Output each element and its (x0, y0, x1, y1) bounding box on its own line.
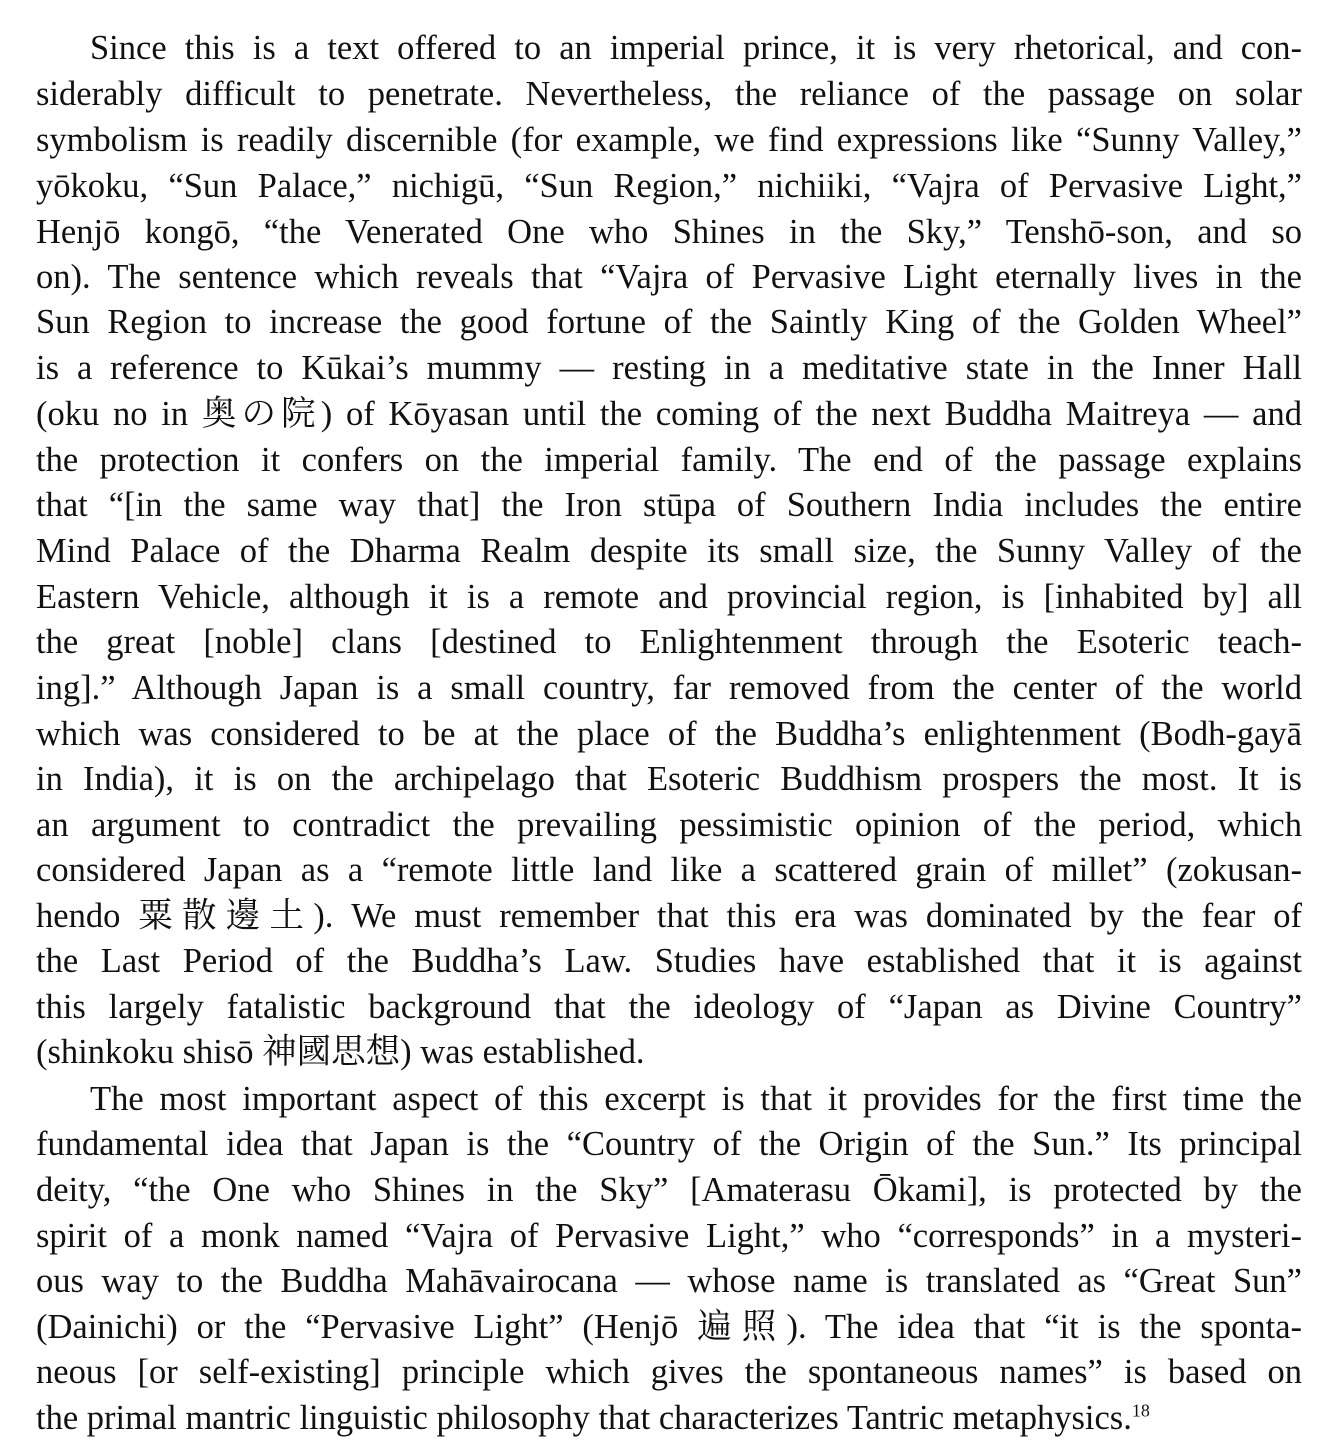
text-line: (shinkoku shisō 神國思想) was established. (36, 1033, 645, 1071)
text-line: Eastern Vehicle, although it is a remote and provincial region, is [inhabited by] all (36, 578, 1302, 616)
text-line: (oku no in 奥の院) of Kōyasan until the coming of the next Buddha Maitreya — and (36, 395, 1302, 433)
text-line: deity, “the One who Shines in the Sky” [Amaterasu Ōkami], is protected by the (36, 1171, 1302, 1209)
text-line: Sun Region to increase the good fortune of the Saintly King of the Golden Wheel” (36, 303, 1302, 341)
text-line: is a reference to Kūkai’s mummy — resting in a meditative state in the Inner Hall (36, 349, 1302, 387)
text-line: ing].” Although Japan is a small country, far removed from the center of the world (36, 669, 1302, 707)
text-line-last (36, 1396, 1302, 1440)
text-line: which was considered to be at the place of the Buddha’s enlightenment (Bodh-gayā (36, 715, 1302, 753)
text-line: on). The sentence which reveals that “Vajra of Pervasive Light eternally lives in the (36, 258, 1302, 296)
text-line: an argument to contradict the prevailing pessimistic opinion of the period, which (36, 806, 1302, 844)
text-line: (Dainichi) or the “Pervasive Light” (Henjō 遍照). The idea that “it is the sponta- (36, 1308, 1302, 1346)
text-line: hendo 粟散邊土). We must remember that this era was dominated by the fear of (36, 897, 1302, 935)
text-line: ous way to the Buddha Mahāvairocana — whose name is translated as “Great Sun” (36, 1262, 1302, 1300)
text-line: siderably difficult to penetrate. Nevertheless, the reliance of the passage on solar (36, 75, 1302, 113)
text-line: the Last Period of the Buddha’s Law. Studies have established that it is against (36, 942, 1302, 980)
text-line: fundamental idea that Japan is the “Country of the Origin of the Sun.” Its principal (36, 1125, 1302, 1163)
text-line: yōkoku, “Sun Palace,” nichigū, “Sun Region,” nichiiki, “Vajra of Pervasive Light,” (36, 167, 1302, 205)
footnote-ref[interactable]: 18 (1131, 1400, 1150, 1421)
text-line: symbolism is readily discernible (for example, we find expressions like “Sunny Valley,” (36, 121, 1302, 159)
text-line: that “[in the same way that] the Iron stūpa of Southern India includes the entire (36, 486, 1302, 524)
text-line: The most important aspect of this excerpt is that it provides for the first time the (90, 1080, 1302, 1118)
text-line: Mind Palace of the Dharma Realm despite its small size, the Sunny Valley of the (36, 532, 1302, 570)
text-span: the primal mantric linguistic philosophy that characterizes Tantric metaphysics. (36, 1399, 1132, 1437)
text-line: spirit of a monk named “Vajra of Pervasive Light,” who “corresponds” in a mysteri- (36, 1217, 1302, 1255)
text-line: the great [noble] clans [destined to Enlightenment through the Esoteric teach- (36, 623, 1302, 661)
text-line: neous [or self-existing] principle which gives the spontaneous names” is based on (36, 1353, 1302, 1391)
text-line: Henjō kongō, “the Venerated One who Shines in the Sky,” Tenshō-son, and so (36, 213, 1302, 251)
text-line: the protection it confers on the imperial family. The end of the passage explains (36, 441, 1302, 479)
text-line: in India), it is on the archipelago that Esoteric Buddhism prospers the most. It is (36, 760, 1302, 798)
text-line: Since this is a text offered to an imperial prince, it is very rhetorical, and con- (90, 29, 1302, 67)
text-line: this largely fatalistic background that the ideology of “Japan as Divine Country” (36, 988, 1302, 1026)
text-line: considered Japan as a “remote little land like a scattered grain of millet” (zokusan- (36, 851, 1302, 889)
